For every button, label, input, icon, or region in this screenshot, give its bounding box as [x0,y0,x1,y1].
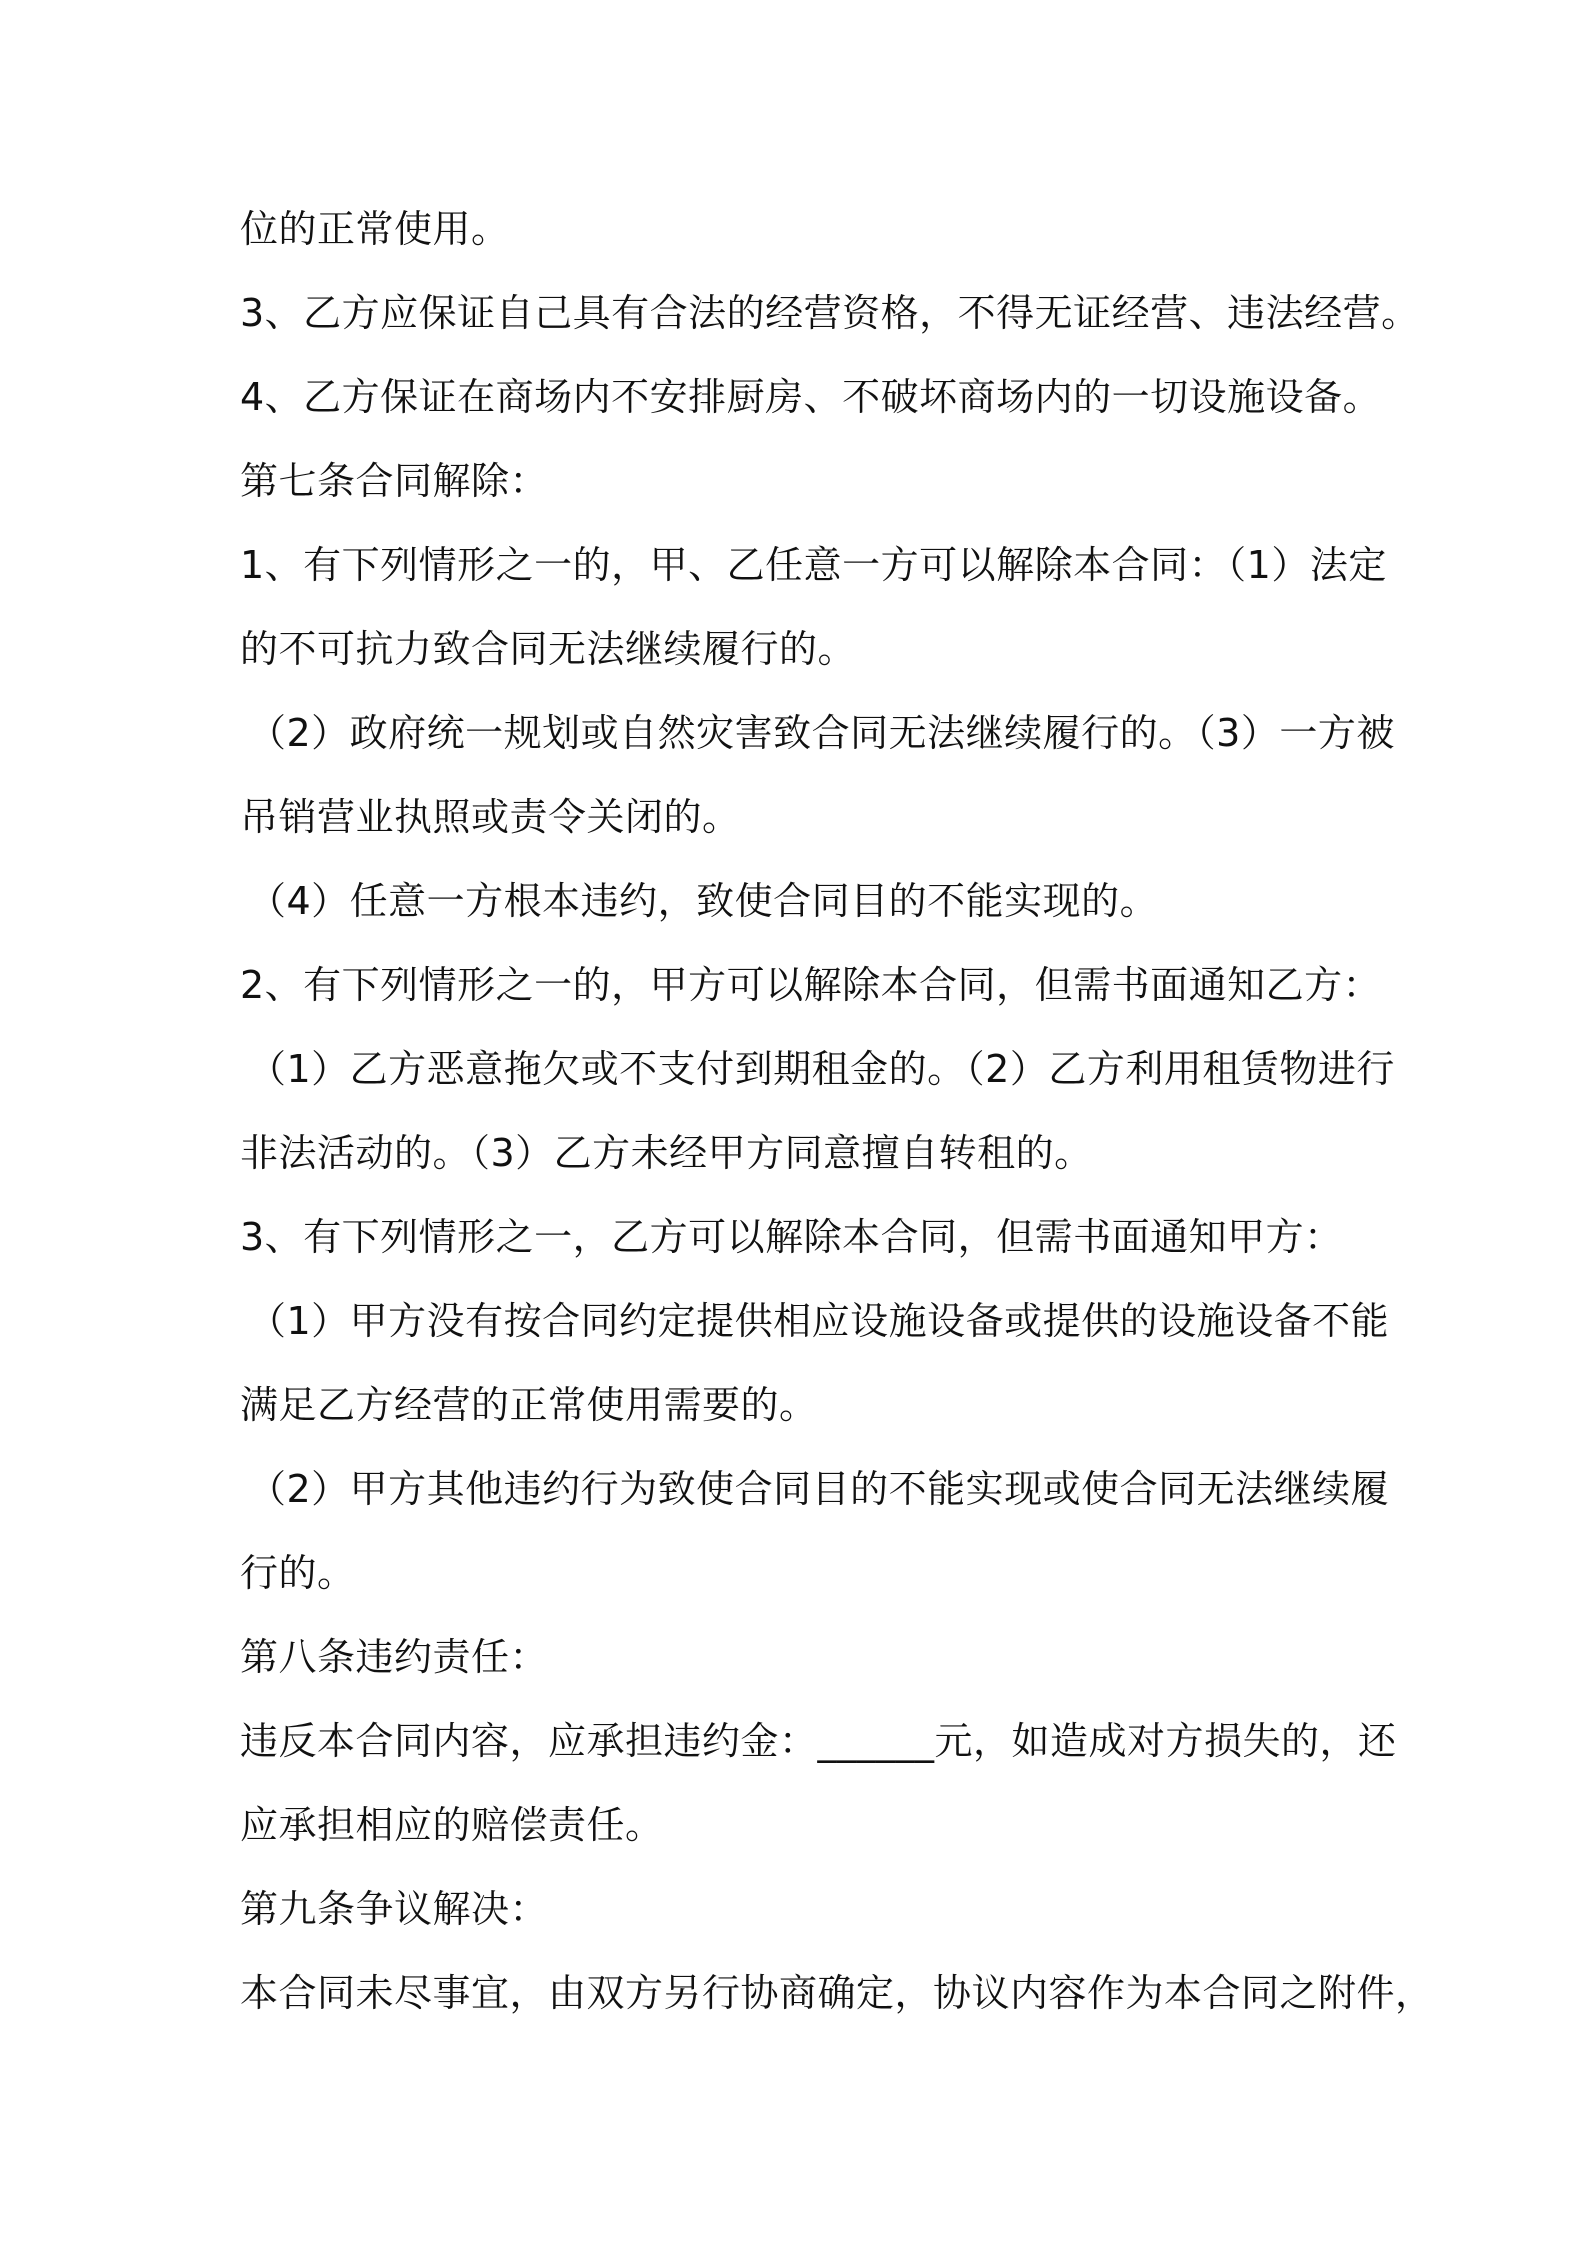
text-line: 3、有下列情形之一，乙方可以解除本合同，但需书面通知甲方： [240,1215,1343,1259]
text-line: 2、有下列情形之一的，甲方可以解除本合同，但需书面通知乙方： [240,963,1382,1007]
text-line: 1、有下列情形之一的，甲、乙任意一方可以解除本合同：（1）法定 [240,543,1387,587]
text-line: 位的正常使用。 [240,207,510,251]
text-line: 非法活动的。（3）乙方未经甲方同意擅自转租的。 [240,1131,1093,1175]
text-line: 应承担相应的赔偿责任。 [240,1803,664,1847]
text-line: （2）甲方其他违约行为致使合同目的不能实现或使合同无法继续履 [248,1467,1390,1511]
text-line: （4）任意一方根本违约，致使合同目的不能实现的。 [248,879,1159,923]
section-heading: 第七条合同解除： [240,459,549,503]
text-line: 的不可抗力致合同无法继续履行的。 [240,627,857,671]
section-heading: 第九条争议解决： [240,1887,549,1931]
text-line: 4、乙方保证在商场内不安排厨房、不破坏商场内的一切设施设备。 [240,375,1382,419]
text-line: 3、乙方应保证自己具有合法的经营资格，不得无证经营、违法经营。 [240,291,1420,335]
section-heading: 第八条违约责任： [240,1635,549,1679]
text-line: （2）政府统一规划或自然灾害致合同无法继续履行的。（3）一方被 [248,711,1395,755]
text-line: 违反本合同内容，应承担违约金：______元，如造成对方损失的，还 [240,1719,1397,1763]
text-line: （1）甲方没有按合同约定提供相应设施设备或提供的设施设备不能 [248,1299,1390,1343]
text-line: 吊销营业执照或责令关闭的。 [240,795,741,839]
text-line: 本合同未尽事宜，由双方另行协商确定，协议内容作为本合同之附件， [240,1971,1434,2015]
text-line: 行的。 [240,1551,356,1595]
text-line: （1）乙方恶意拖欠或不支付到期租金的。（2）乙方利用租赁物进行 [248,1047,1395,1091]
text-line: 满足乙方经营的正常使用需要的。 [240,1383,818,1427]
